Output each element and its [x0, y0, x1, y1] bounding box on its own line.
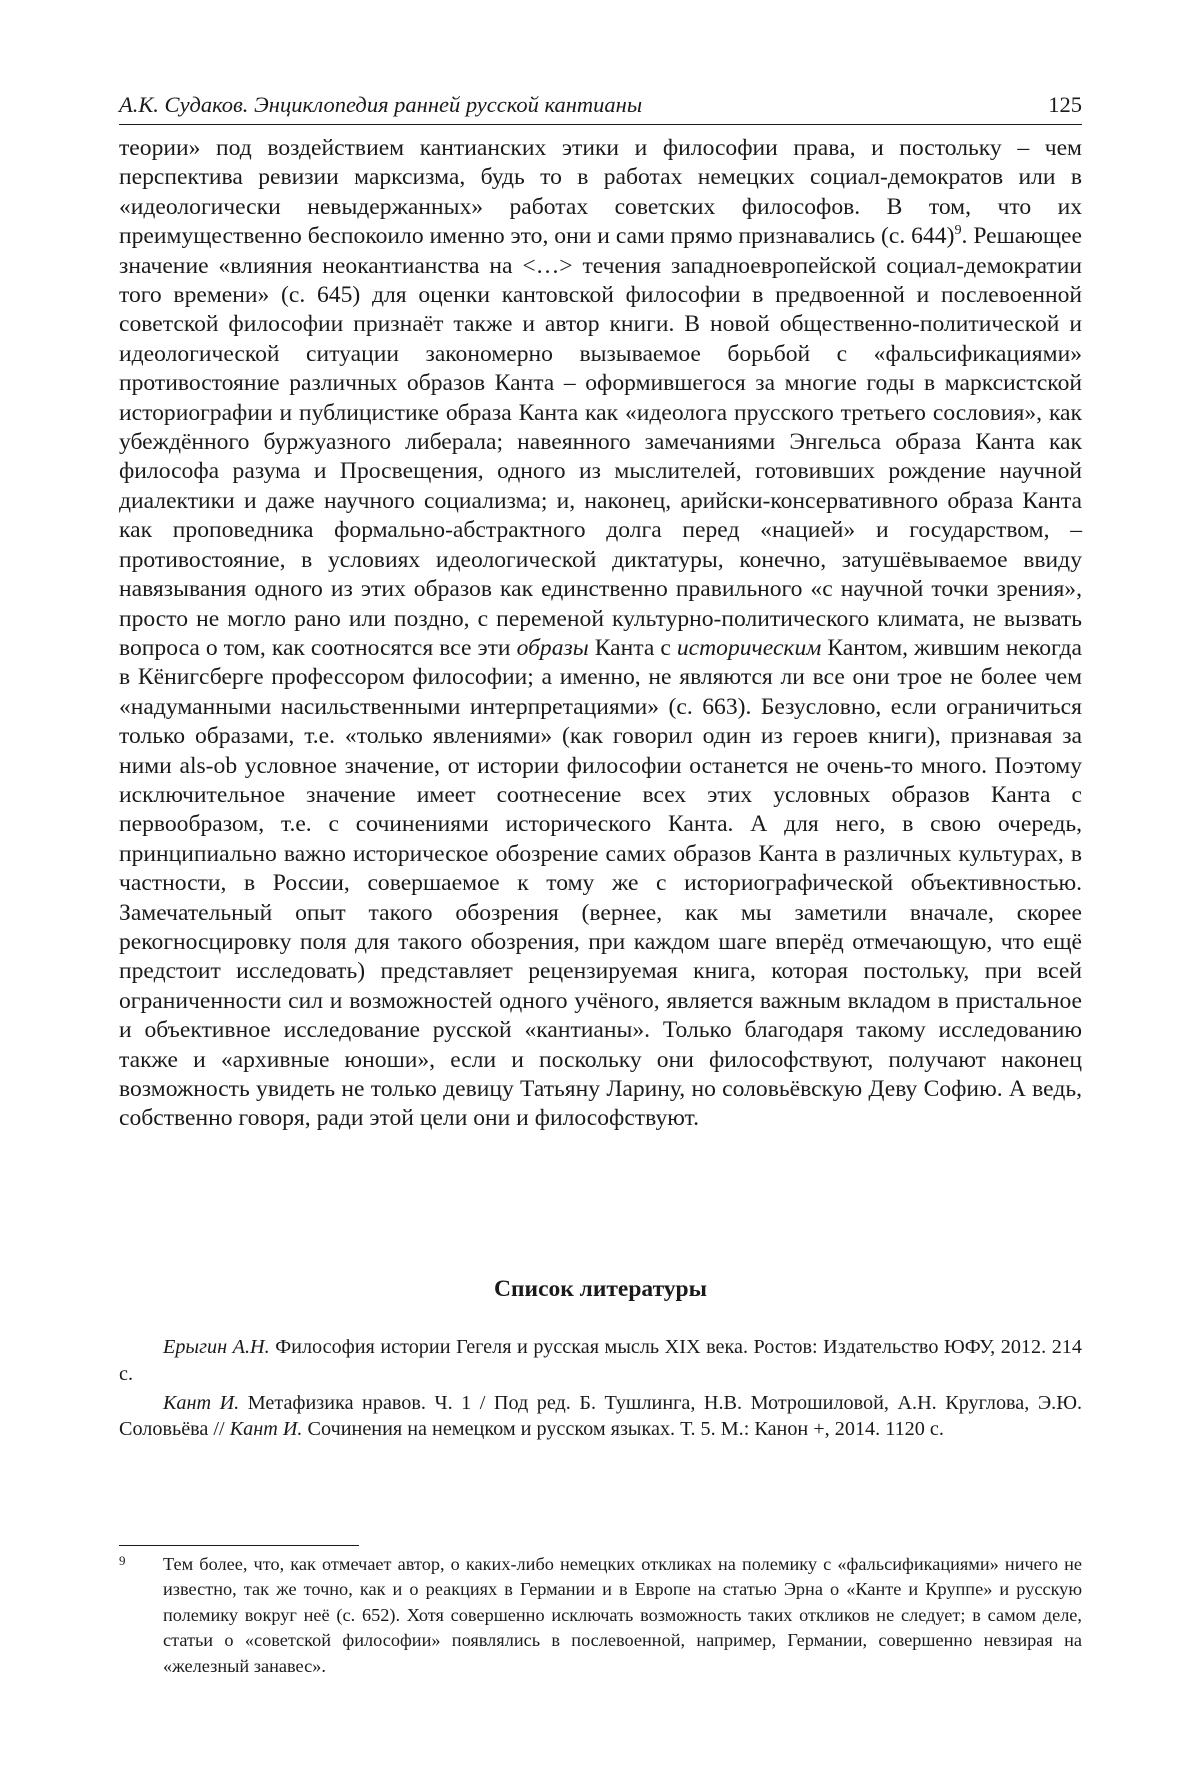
body-text-part-2: . Решающее значение «влияния неокантианства на <…> течения западноевропейской социал-демократии того времени» (с. 645) для оценки кантовской философии в предвоенной и послевоенной советской философии признаёт также и автор книги. В новой общественно-политической и идеологической ситуации закономерно вызываемое борьбой с «фальсификациями» противостояние различных образов Канта – оформившегося за многие годы в марксистской историографии и публицистике образа Канта как «идеолога прусского третьего сословия», как убеждённого буржуазного либерала; навеянного замечаниями Энгельса образа Канта как философа разума и Просвещения, одного из мыслителей, готовивших рождение научной диалектики и даже научного социализма; и, наконец, арийски-консервативного образа Канта как проповедника формально-абстрактного долга перед «нацией» и государством, – противостояние, в условиях идеологической диктатуры, конечно, затушёвываемое ввиду навязывания одного из этих образов как единственно правильного «с научной точки зрения», просто не могло рано или поздно, с переменой культурно-политического климата, не вызвать вопроса о том, как соотносятся все эти: [119, 223, 1083, 661]
footnote-marker: 9: [119, 1553, 126, 1568]
reference-text: Философия истории Гегеля и русская мысль XIX века. Ростов: Издательство ЮФУ, 2012. 214 с.: [119, 1336, 1082, 1385]
reference-item: [119, 1334, 1082, 1388]
references-list: [119, 1334, 1082, 1445]
running-header: [119, 92, 1082, 118]
footnote-reference: 9: [954, 222, 962, 239]
emphasis-istoricheskim: историческим: [676, 634, 822, 661]
emphasis-obrazy: образы: [516, 634, 589, 661]
body-text-part-1: теории» под воздействием кантианских этики и философии права, и постольку – чем перспектива ревизии марксизма, будь то в работах немецких социал-демократов или в «идеологически невыдержанных» работах советских философов. В том, что их преимущественно беспокоило именно это, они и сами прямо признавались (с. 644): [119, 135, 1082, 250]
running-title: А.К. Судаков. Энциклопедия ранней русской кантианы: [119, 92, 643, 117]
page-number: 125: [1048, 92, 1082, 117]
reference-author: Кант И.: [163, 1391, 240, 1414]
header-rule: [119, 124, 1082, 125]
references-heading: Список литературы: [494, 1276, 707, 1302]
reference-author: Ерыгин А.Н.: [163, 1336, 270, 1358]
reference-author: Кант И.: [229, 1418, 303, 1441]
reference-text: Сочинения на немецком и русском языках. Т. 5. М.: Канон +, 2014. 1120 с.: [302, 1418, 944, 1441]
reference-item: [119, 1390, 1082, 1444]
footnote-rule: [119, 1545, 359, 1546]
footnote: [119, 1552, 1082, 1679]
reference-text: Метафизика нравов. Ч. 1 / Под ред. Б. Тушлинга, Н.В. Мотрошиловой, А.Н. Круглова, Э.Ю. Соловьёва //: [119, 1391, 1082, 1441]
body-paragraph: [119, 134, 1082, 1134]
body-text-part-3: Канта с: [588, 634, 677, 661]
footnote-text: Тем более, что, как отмечает автор, о каких-либо немецких откликах на полемику с «фальсификациями» ничего не известно, так же точно, как и о реакциях в Германии и в Европе на статью Эрна о «Канте и Круппе» и русскую полемику вокруг неё (с. 652). Хотя совершенно исключать возможность таких откликов не следует; в самом деле, статьи о «советской философии» появлялись в послевоенной, например, Германии, совершенно невзирая на «железный занавес».: [163, 1554, 1082, 1676]
body-text-part-4: Кантом, жившим некогда в Кёнигсберге профессором философии; а именно, не являются ли все они трое не более чем «надуманными насильственными интерпретациями» (с. 663). Безусловно, если ограничиться только образами, т.е. «только явлениями» (как говорил один из героев книги), признавая за ними als-ob условное значение, от истории философии останется не очень-то много. Поэтому исключительное значение имеет соотнесение всех этих условных образов Канта с первообразом, т.е. с сочинениями исторического Канта. А для него, в свою очередь, принципиально важно историческое обозрение самих образов Канта в различных культурах, в частности, в России, совершаемое к тому же с историографической объективностью. Замечательный опыт такого обозрения (вернее, как мы заметили вначале, скорее рекогносцировку поля для такого обозрения, при каждом шаге вперёд отмечающую, что ещё предстоит исследовать) представляет рецензируемая книга, которая постольку, при всей ограниченности сил и возможностей одного учёного, является важным вкладом в пристальное и объективное исследование русской «кантианы». Только благодаря такому исследованию также и «архивные юноши», если и поскольку они философствуют, получают наконец возможность увидеть не только девицу Татьяну Ларину, но соловьёвскую Деву Софию. А ведь, собственно говоря, ради этой цели они и философствуют.: [119, 634, 1083, 1132]
